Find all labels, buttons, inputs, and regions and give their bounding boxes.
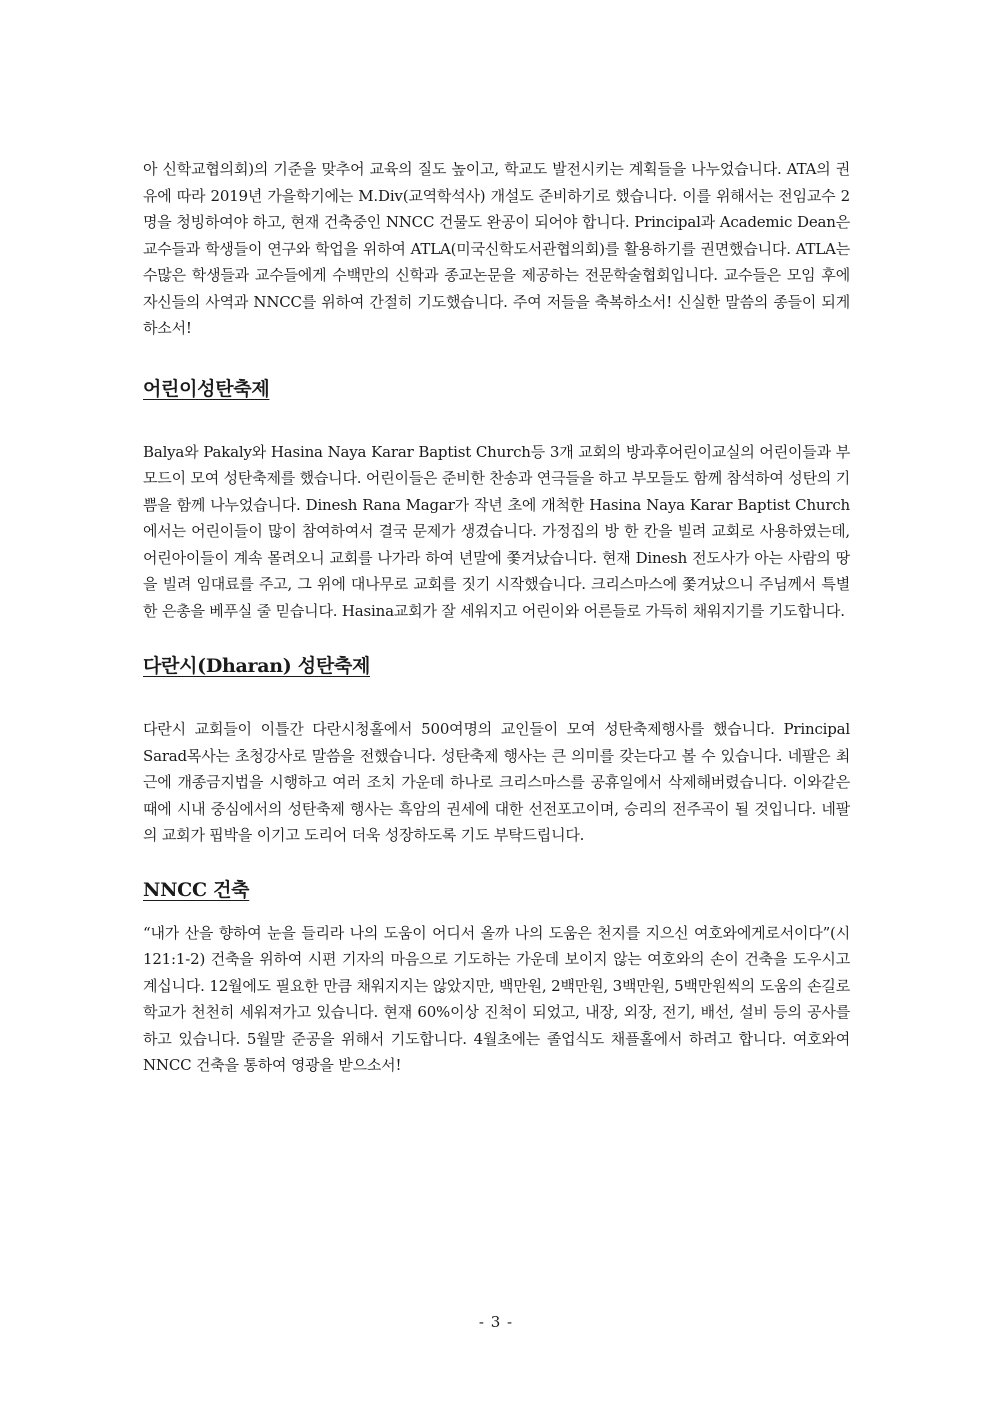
- intro-paragraph: 아 신학교협의회)의 기준을 맞추어 교육의 질도 높이고, 학교도 발전시키는 계획들을 나누었습니다. ATA의 권유에 따라 2019년 가을학기에는 M.Div(교역학석사) 개설도 준비하기로 했습니다. 이를 위해서는 전임교수 2명을 청빙하여야 하고, 현재 건축중인 NNCC 건물도 완공이 되어야 합니다. Principal과 Academic Dean은 교수들과 학생들이 연구와 학업을 위하여 ATLA(미국신학도서관협의회)를 활용하기를 권면했습니다. ATLA는 수많은 학생들과 교수들에게 수백만의 신학과 종교논문을 제공하는 전문학술협회입니다. 교수들은 모임 후에 자신들의 사역과 NNCC를 위하여 간절히 기도했습니다. 주여 저들을 축복하소서! 신실한 말씀의 종들이 되게 하소서!: [143, 160, 850, 337]
- document-body: [143, 156, 850, 1079]
- section-heading-dharan-christmas: 다란시(Dharan) 성탄축제: [143, 655, 371, 677]
- nncc-construction-paragraph: “내가 산을 향하여 눈을 들리라 나의 도움이 어디서 올까 나의 도움은 천지를 지으신 여호와에게로서이다”(시121:1-2) 건축을 위하여 시편 기자의 마음으로 기도하는 가운데 보이지 않는 여호와의 손이 건축을 도우시고 계십니다. 12월에도 필요한 만큼 채워지지는 않았지만, 백만원, 2백만원, 3백만원, 5백만원씩의 도움의 손길로 학교가 천천히 세워져가고 있습니다. 현재 60%이상 진척이 되었고, 내장, 외장, 전기, 배선, 설비 등의 공사를 하고 있습니다. 5월말 준공을 위해서 기도합니다. 4월초에는 졸업식도 채플홀에서 하려고 합니다. 여호와여 NNCC 건축을 통하여 영광을 받으소서!: [143, 923, 850, 1074]
- section-heading-children-christmas: 어린이성탄축제: [143, 377, 270, 400]
- dharan-christmas-paragraph: 다란시 교회들이 이틀간 다란시청홀에서 500여명의 교인들이 모여 성탄축제행사를 했습니다. Principal Sarad목사는 초청강사로 말씀을 전했습니다. 성탄축제 행사는 큰 의미를 갖는다고 볼 수 있습니다. 네팔은 최근에 개종금지법을 시행하고 여러 조치 가운데 하나로 크리스마스를 공휴일에서 삭제해버렸습니다. 이와같은 때에 시내 중심에서의 성탄축제 행사는 흑암의 권세에 대한 선전포고이며, 승리의 전주곡이 될 것입니다. 네팔의 교회가 핍박을 이기고 도리어 더욱 성장하도록 기도 부탁드립니다.: [143, 720, 850, 844]
- children-christmas-paragraph: Balya와 Pakaly와 Hasina Naya Karar Baptist Church등 3개 교회의 방과후어린이교실의 어린이들과 부모드이 모여 성탄축제를 했습니다. 어린이들은 준비한 찬송과 연극들을 하고 부모들도 함께 참석하여 성탄의 기쁨을 함께 나누었습니다. Dinesh Rana Magar가 작년 초에 개척한 Hasina Naya Karar Baptist Church에서는 어린이들이 많이 참여하여서 결국 문제가 생겼습니다. 가정집의 방 한 칸을 빌려 교회로 사용하였는데, 어린아이들이 계속 몰려오니 교회를 나가라 하여 년말에 쫓겨났습니다. 현재 Dinesh 전도사가 아는 사람의 땅을 빌려 임대료를 주고, 그 위에 대나무로 교회를 짓기 시작했습니다. 크리스마스에 쫓겨났으니 주님께서 특별한 은총을 베푸실 줄 믿습니다. Hasina교회가 잘 세워지고 어린이와 어른들로 가득히 채워지기를 기도합니다.: [143, 442, 851, 620]
- page-number: - 3 -: [478, 1313, 514, 1331]
- section-heading-nncc-construction: NNCC 건축: [143, 878, 250, 901]
